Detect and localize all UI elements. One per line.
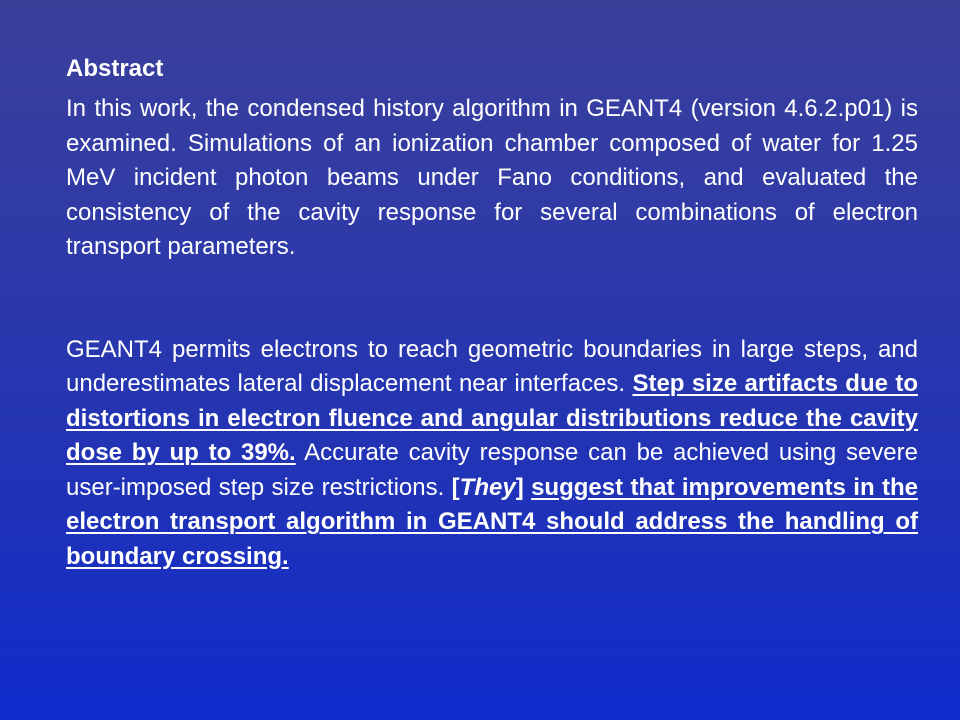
bracket-close: ] bbox=[515, 473, 524, 501]
abstract-paragraph-1: In this work, the condensed history algorithm in GEANT4 (version 4.6.2.p01) is examined. Simulations of an ionization chamber composed of water for 1.25 MeV incident photon beams under Fano conditions, and evaluated the consistency of the cavity response for several combinations of electron transport parameters. bbox=[66, 95, 918, 260]
emphasized-recommendation: suggest that improvements in the electron transport algorithm in GEANT4 should address the handling of boundary crossing. bbox=[66, 473, 918, 570]
abstract-heading: Abstract bbox=[66, 55, 164, 82]
abstract-paragraph-2 bbox=[66, 333, 918, 575]
paragraph-2-text-start: GEANT4 permits electrons to reach geometric boundaries in large steps, and underestimates lateral displacement near interfaces. bbox=[66, 335, 918, 397]
paragraph-2-text-middle: Accurate cavity response can be achieved using severe user-imposed step size restrictions. bbox=[66, 439, 918, 501]
space bbox=[524, 474, 531, 501]
emphasized-finding-step-size: Step size artifacts due to distortions in electron fluence and angular distributions reduce the cavity dose by up to 39%. bbox=[66, 370, 918, 466]
abstract-slide bbox=[66, 52, 918, 574]
bracketed-word-they: They bbox=[459, 473, 516, 501]
bracket-open: [ bbox=[451, 473, 460, 501]
